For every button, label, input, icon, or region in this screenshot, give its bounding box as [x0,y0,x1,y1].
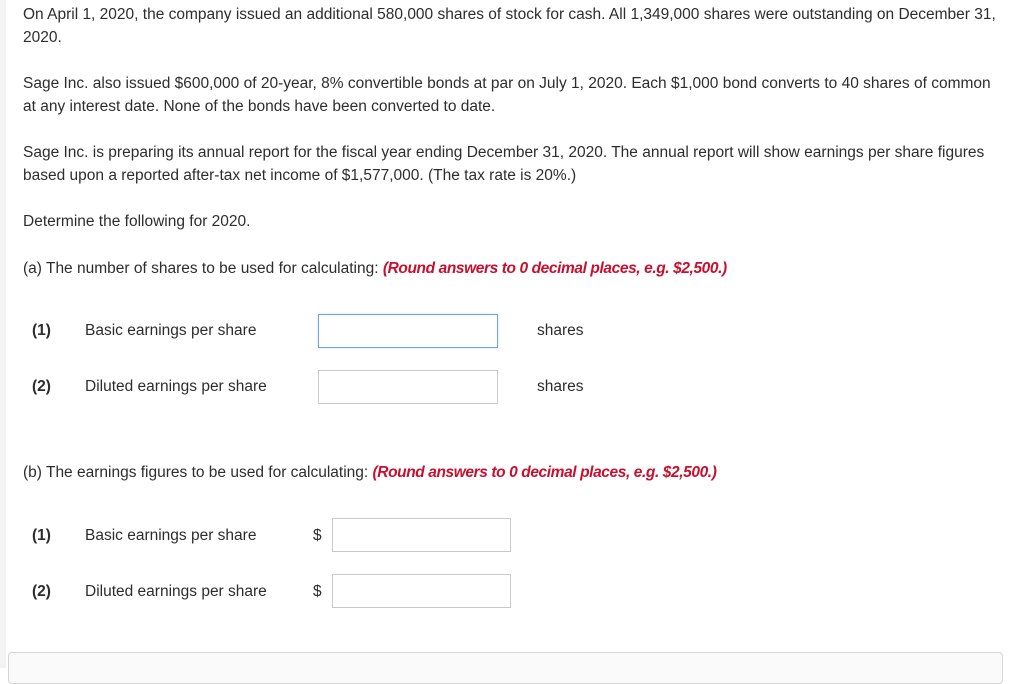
problem-paragraph-1: On April 1, 2020, the company issued an additional 580,000 shares of stock for cash. All 1,349,000 shares were outstanding on December 31, 2020. [23,6,996,46]
part-b-prompt-text: (b) The earnings figures to be used for calculating: [23,464,369,481]
problem-paragraph-2: Sage Inc. also issued $600,000 of 20-year, 8% convertible bonds at par on July 1, 2020. Each $1,000 bond converts to 40 shares of common at any interest date. None of the bonds have been converted to date. [23,75,991,115]
problem-instruction: Determine the following for 2020. [23,213,251,230]
part-b-rounding-hint: (Round answers to 0 decimal places, e.g. $2,500.) [372,464,717,481]
basic-eps-earnings-input[interactable] [332,518,511,552]
part-a-row-1-number: (1) [32,322,51,339]
part-a-row-1-unit: shares [537,322,584,339]
part-a-rounding-hint: (Round answers to 0 decimal places, e.g. $2,500.) [382,260,727,277]
diluted-eps-shares-input[interactable] [318,370,498,404]
part-b-row-2-label: Diluted earnings per share [85,583,267,600]
part-a-row-1-label: Basic earnings per share [85,322,257,339]
part-b-row-2-currency: $ [313,583,322,600]
part-b-row-2-number: (2) [32,583,51,600]
part-a-prompt [23,257,998,280]
page-left-edge [0,0,6,668]
next-panel [8,652,1003,684]
part-b-prompt [23,461,998,484]
part-a-row-2-unit: shares [537,378,584,395]
part-b-row-1-currency: $ [313,527,322,544]
part-b-row-1-label: Basic earnings per share [85,527,257,544]
problem-paragraph-3: Sage Inc. is preparing its annual report for the fiscal year ending December 31, 2020. The annual report will show earnings per share figures based upon a reported after-tax net income of $1,577,000. (The tax rate is 20%.) [23,144,985,184]
part-a-row-2-number: (2) [32,378,51,395]
part-b-row-1-number: (1) [32,527,51,544]
diluted-eps-earnings-input[interactable] [332,574,511,608]
part-a-row-2-label: Diluted earnings per share [85,378,267,395]
basic-eps-shares-input[interactable] [318,314,498,348]
part-a-prompt-text: (a) The number of shares to be used for calculating: [23,260,379,277]
